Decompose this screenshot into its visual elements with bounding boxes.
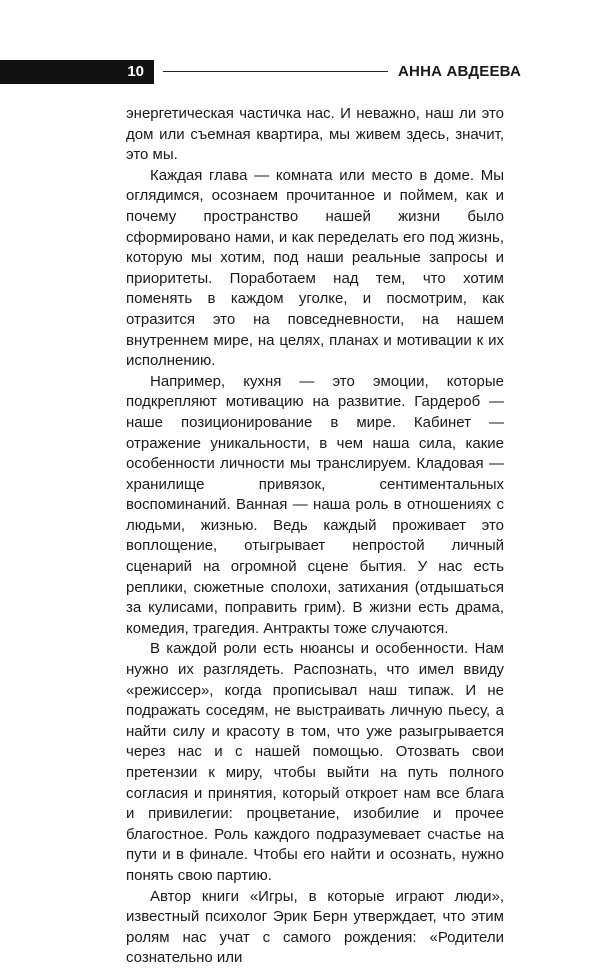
page-body-text: [126, 104, 504, 969]
paragraph: В каждой роли есть нюансы и особенности. Нам нужно их разглядеть. Распознать, что имел ввиду «режиссер», когда прописывал наш типаж. И не подражать соседям, не выстраивать личную пьесу, а найти силу и красоту в том, что уже разыгрывается через нас и с нашей помощью. Отозвать свои претензии к миру, чтобы выйти на путь полного согласия и принятия, который откроет нам все блага и привилегии: процветание, изобилие и прочее благостное. Роль каждого подразумевает счастье на пути и в финале. Чтобы его найти и осознать, нужно понять свою партию.: [126, 640, 504, 884]
paragraph-last: Автор книги «Игры, в которые играют люди», известный психолог Эрик Берн утверждает, что этим ролям нас учат с самого рождения: «Родители сознательно или: [126, 887, 504, 967]
header-divider-line: [163, 71, 388, 72]
paragraph: Каждая глава — комната или место в доме. Мы оглядимся, осознаем прочитанное и поймем, как и почему пространство нашей жизни было сформировано нами, и как переделать его под жизнь, которую мы хотим, под наши реальные запросы и приоритеты. Поработаем над тем, что хотим поменять в каждом уголке, и посмотрим, как отразится это на повседневности, на нашем внутреннем мире, на целях, планах и мотивации к их исполнению.: [126, 166, 504, 370]
paragraph-continued: энергетическая частичка нас. И неважно, наш ли это дом или съемная квартира, мы живем здесь, значит, это мы.: [126, 105, 504, 164]
paragraph: Например, кухня — это эмоции, которые подкрепляют мотивацию на развитие. Гардероб — наше позиционирование в мире. Кабинет — отражение уникальности, в чем наша сила, какие особенности личности мы транслируем. Кладовая — хранилище привязок, сентиментальных воспоминаний. Ванная — наша роль в отношениях с людьми, жизнью. Ведь каждый проживает это воплощение, отыгрывает непростой личный сценарий на огромной сцене бытия. У нас есть реплики, сюжетные сполохи, затихания (отдышаться за кулисами, поправить грим). В жизни есть драма, комедия, трагедия. Антракты тоже случаются.: [126, 372, 504, 637]
author-name: АННА АВДЕЕВА: [398, 63, 521, 80]
page-number: 10: [0, 60, 154, 84]
running-header: [0, 60, 600, 84]
